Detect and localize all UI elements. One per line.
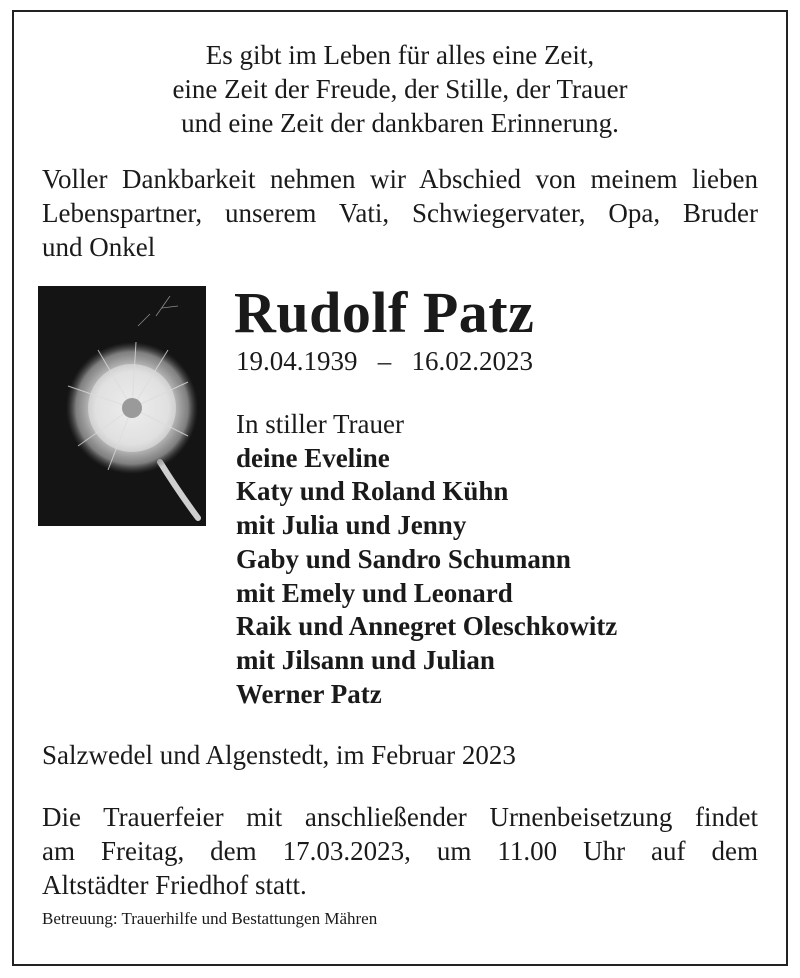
service-line: am Freitag, dem 17.03.2023, um 11.00 Uhr auf dem	[42, 836, 758, 866]
poem-line: und eine Zeit der dankbaren Erinnerung.	[181, 108, 619, 138]
mourner-name: Raik und Annegret Oleschkowitz	[236, 611, 618, 642]
poem	[14, 38, 786, 140]
dandelion-icon	[38, 286, 206, 526]
mourner-name: deine Eveline	[236, 442, 390, 473]
mourner-name: mit Julia und Jenny	[236, 510, 467, 541]
mourning-lead: In stiller Trauer	[236, 409, 404, 439]
intro-line: und Onkel	[42, 232, 156, 262]
life-dates: 19.04.1939 – 16.02.2023	[236, 346, 533, 376]
service-line: Altstädter Friedhof statt.	[42, 870, 307, 900]
mourner-name: mit Jilsann und Julian	[236, 644, 495, 675]
service-line: Die Trauerfeier mit anschließender Urnenbeisetzung findet	[42, 802, 758, 832]
poem-line: Es gibt im Leben für alles eine Zeit,	[205, 40, 595, 70]
intro-line: Voller Dankbarkeit nehmen wir Abschied von meinem lieben	[42, 164, 758, 194]
funeral-home-credit: Betreuung: Trauerhilfe und Bestattungen Mähren	[42, 909, 378, 928]
intro-text	[42, 162, 758, 264]
mourner-name: Katy und Roland Kühn	[236, 476, 509, 507]
obituary-frame	[12, 10, 788, 966]
poem-line: eine Zeit der Freude, der Stille, der Trauer	[172, 74, 628, 104]
intro-line: Lebenspartner, unserem Vati, Schwiegervater, Opa, Bruder	[42, 198, 758, 228]
dandelion-photo	[38, 286, 206, 526]
mourner-name: Gaby und Sandro Schumann	[236, 543, 571, 574]
service-notice	[42, 800, 758, 902]
mourner-name: mit Emely und Leonard	[236, 577, 513, 608]
deceased-name: Rudolf Patz	[234, 280, 535, 345]
place-date: Salzwedel und Algenstedt, im Februar 2023	[42, 740, 516, 770]
mourners-list	[236, 408, 617, 711]
mourner-name: Werner Patz	[236, 678, 382, 709]
